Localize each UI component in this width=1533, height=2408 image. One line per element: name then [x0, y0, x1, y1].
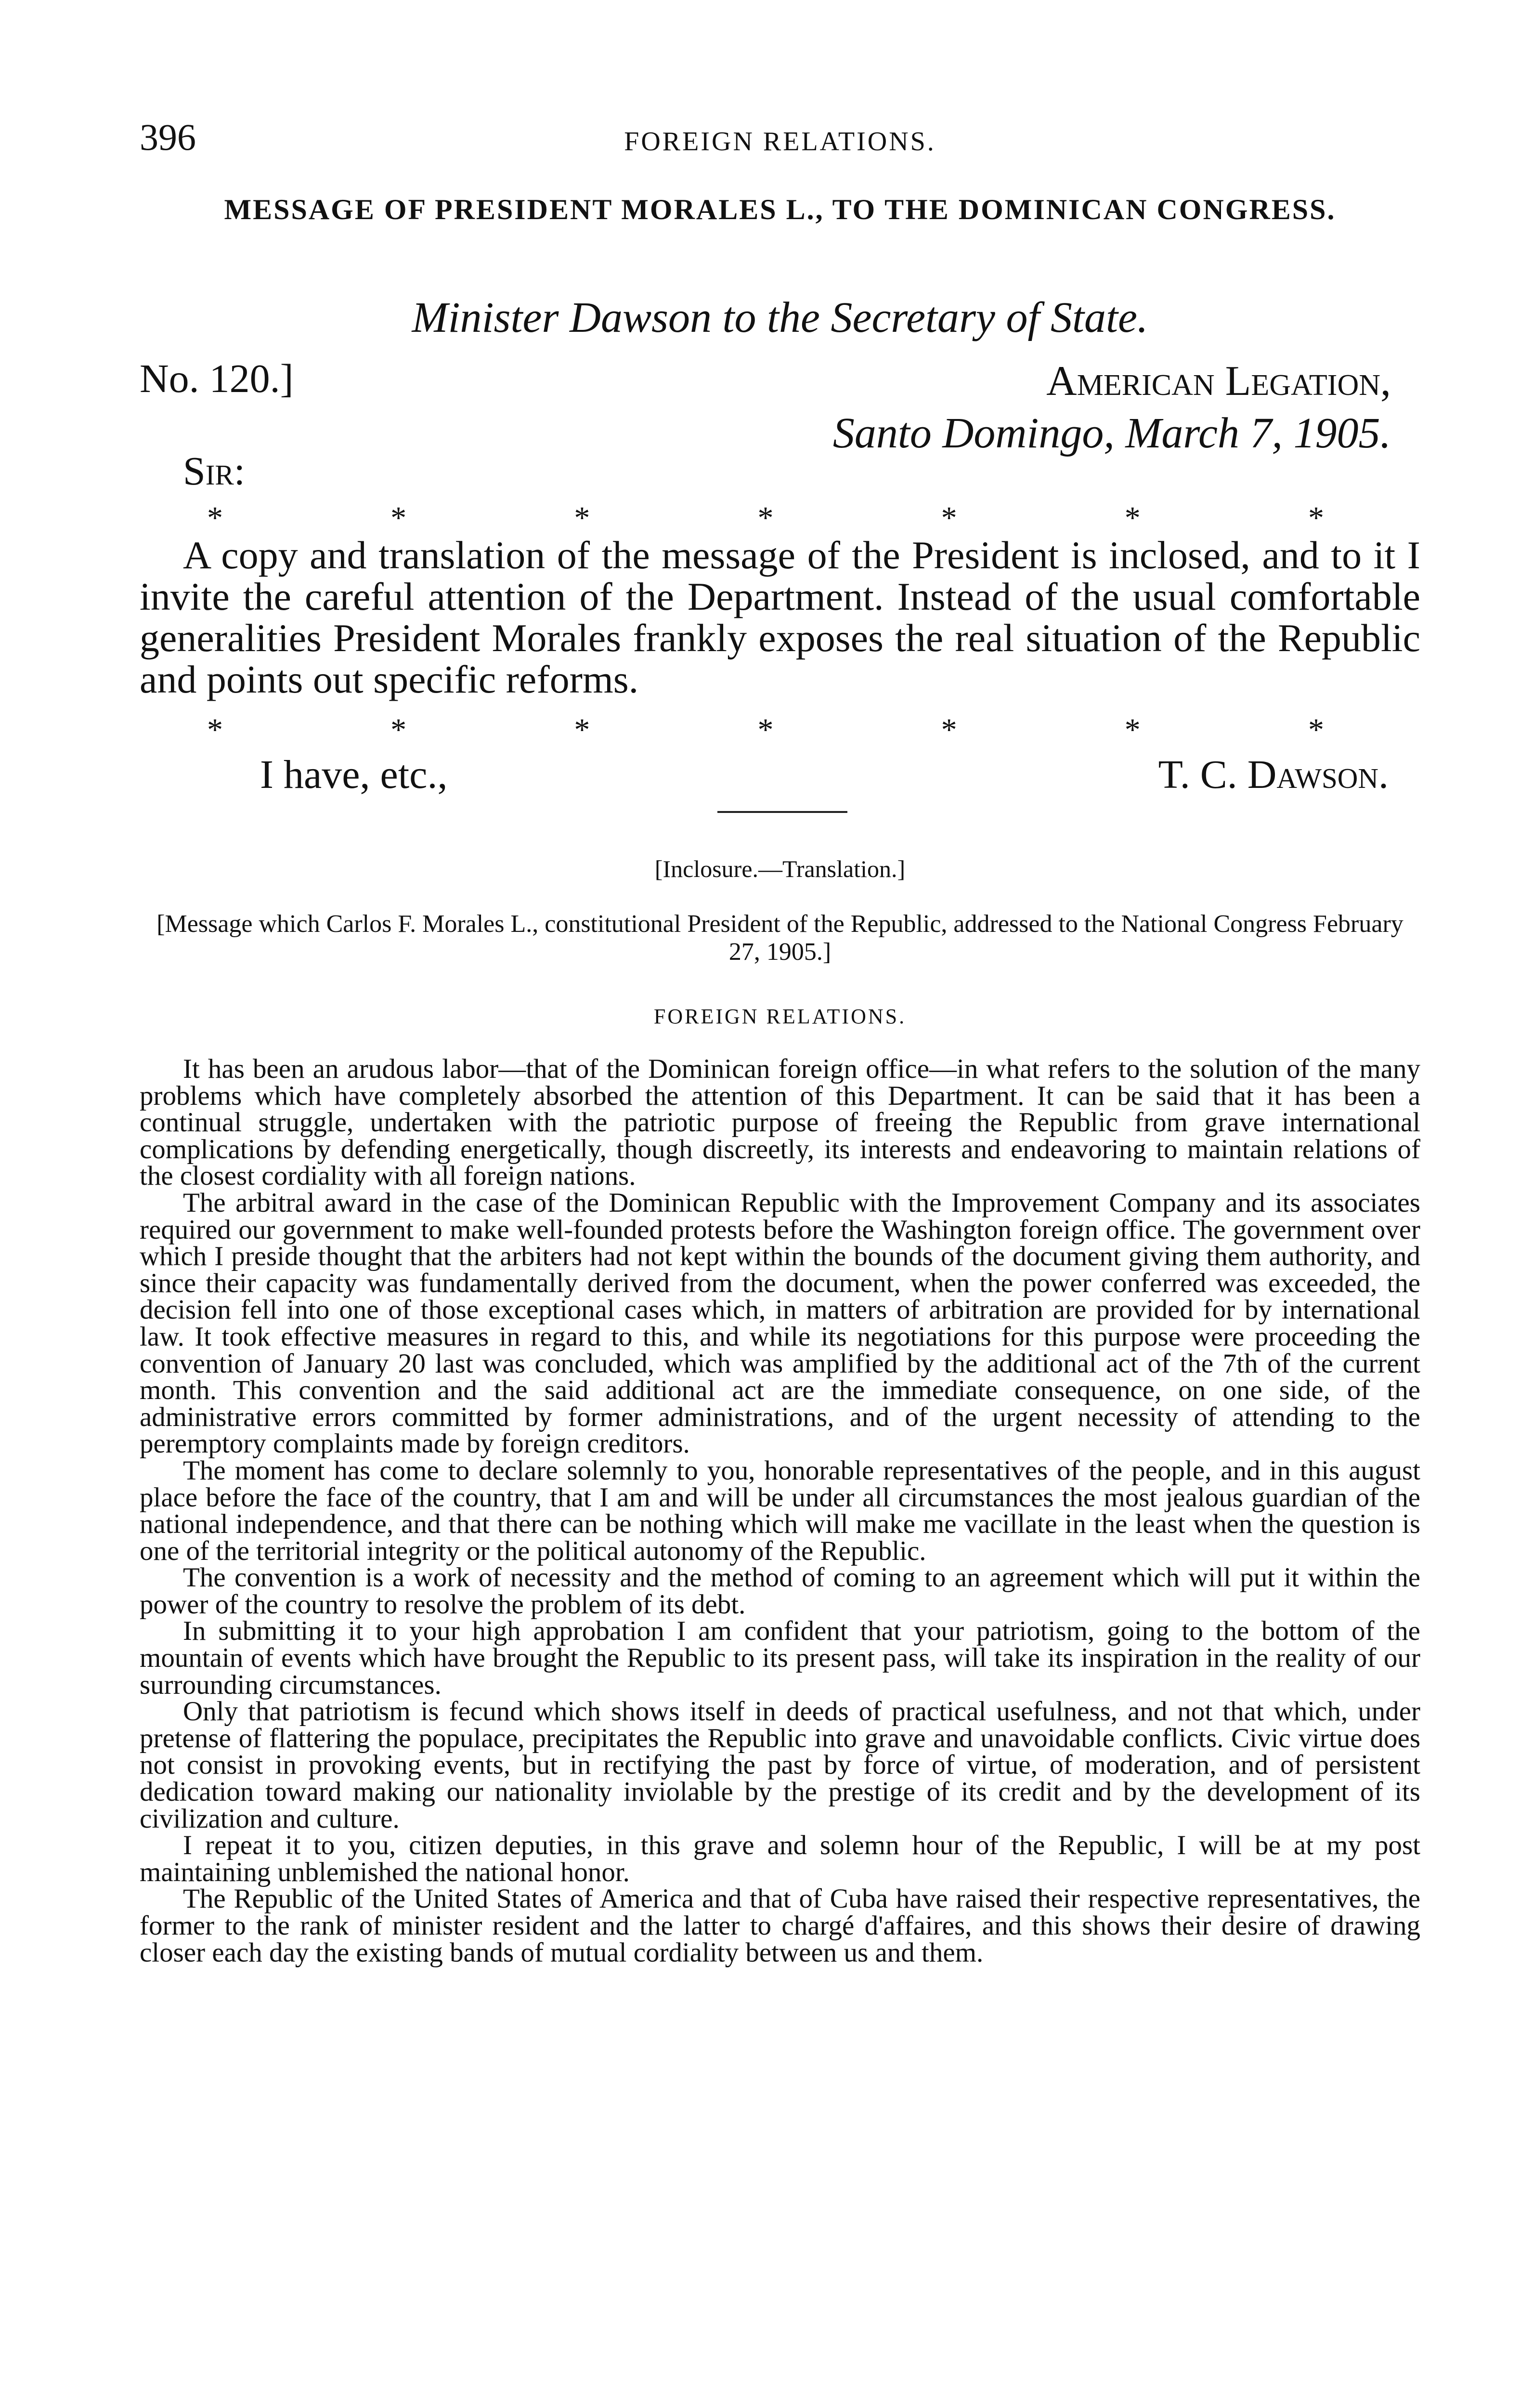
star: * [207, 712, 223, 747]
article-heading: MESSAGE OF PRESIDENT MORALES L., TO THE DOMINICAN CONGRESS. [224, 194, 1336, 225]
body-paragraph: The convention is a work of necessity and the method of coming to an agreement which will put it within the power of the country to resolve the problem of its debt. [140, 1562, 1420, 1620]
message-note: [Message which Carlos F. Morales L., constitutional President of the Republic, addressed to the National Congress February 27, 1905.] [156, 910, 1403, 966]
star: * [574, 500, 590, 536]
star: * [1308, 712, 1324, 747]
letter-body [140, 535, 1420, 700]
ellipsis-stars-top [207, 500, 1324, 537]
letter-closing: I have, etc., [260, 752, 448, 797]
message-body [140, 1056, 1420, 1966]
place-date: Santo Domingo, March 7, 1905. [832, 409, 1391, 457]
legation-block [833, 355, 1391, 471]
star: * [390, 712, 407, 747]
star: * [941, 500, 957, 536]
star: * [390, 500, 407, 536]
signature-name: T. C. Dawson. [1158, 752, 1389, 797]
star: * [941, 712, 957, 747]
divider-rule [717, 811, 847, 813]
dispatch-number: No. 120.] [140, 356, 294, 401]
body-paragraph: The Republic of the United States of America and that of Cuba have raised their respective representatives, the former to the rank of minister resident and the latter to chargé d'affaires, and this shows their desire of drawing closer each day the existing bands of mutual cordiality between us and them. [140, 1884, 1420, 1968]
star: * [757, 500, 774, 536]
running-header [140, 116, 1420, 173]
star: * [207, 500, 223, 536]
salutation: Sir: [183, 449, 246, 494]
star: * [574, 712, 590, 747]
legation-name: American Legation, [1046, 358, 1391, 405]
body-paragraph: I repeat it to you, citizen deputies, in this grave and solemn hour of the Republic, I will be at my post maintaining unblemished the national honor. [140, 1830, 1420, 1887]
star: * [1308, 500, 1324, 536]
section-title: FOREIGN RELATIONS. [653, 1005, 907, 1028]
star: * [757, 712, 774, 747]
letter-paragraph: A copy and translation of the message of the President is inclosed, and to it I invite the careful attention of the Department. Instead of the usual comfortable generalities President Morales frankly exposes the real situation of the Republic and points out specific reforms. [140, 533, 1420, 701]
body-paragraph: The moment has come to declare solemnly to you, honorable representatives of the people, and in this august place before the face of the country, that I am and will be under all circumstances the most jealous guardian of the national independence, and that there can be nothing which will make me vacillate in the least when the question is one of the territorial integrity or the political autonomy of the Republic. [140, 1455, 1420, 1566]
body-paragraph: The arbitral award in the case of the Dominican Republic with the Improvement Company and its associates required our government to make well-founded protests before the Washington foreign office. The government over which I preside thought that the arbiters had not kept within the bounds of the document giving them authority, and since their capacity was fundamentally derived from the document, when the power conferred was exceeded, the decision fell into one of those exceptional cases which, in matters of arbitration are provided for by international law. It took effective measures in regard to this, and while its negotiations for this purpose were proceeding the convention of January 20 last was concluded, which was amplified by the additional act of the 7th of the current month. This convention and the said additional act are the immediate consequence, on one side, of the administrative errors committed by former administrations, and of the urgent necessity of attending to the peremptory complaints made by foreign creditors. [140, 1187, 1420, 1459]
running-title: FOREIGN RELATIONS. [624, 127, 936, 157]
inclosure-label: [Inclosure.—Translation.] [654, 855, 906, 882]
page-number: 396 [140, 116, 196, 158]
star: * [1124, 712, 1141, 747]
ellipsis-stars-bottom [207, 712, 1324, 748]
star: * [1124, 500, 1141, 536]
letter-subheading: Minister Dawson to the Secretary of State. [412, 294, 1148, 341]
body-paragraph: Only that patriotism is fecund which shows itself in deeds of practical usefulness, and not that which, under pretense of flattering the populace, precipitates the Republic into grave and unavoidable conflicts. Civic virtue does not consist in provoking events, but in rectifying the past by force of virtue, of moderation, and of persistent dedication toward making our nationality inviolable by the prestige of its credit and by the development of its civilization and culture. [140, 1696, 1420, 1834]
signature [1158, 751, 1389, 798]
body-paragraph: It has been an arudous labor—that of the Dominican foreign office—in what refers to the solution of the many problems which have completely absorbed the attention of this Department. It can be said that it has been a continual struggle, undertaken with the patriotic purpose of freeing the Republic from grave international complications by defending energetically, though discreetly, its interests and endeavoring to maintain relations of the closest cordiality with all foreign nations. [140, 1054, 1420, 1191]
body-paragraph: In submitting it to your high approbation I am confident that your patriotism, going to the bottom of the mountain of events which have brought the Republic to its present pass, will take its inspiration in the reality of our surrounding circumstances. [140, 1616, 1420, 1700]
